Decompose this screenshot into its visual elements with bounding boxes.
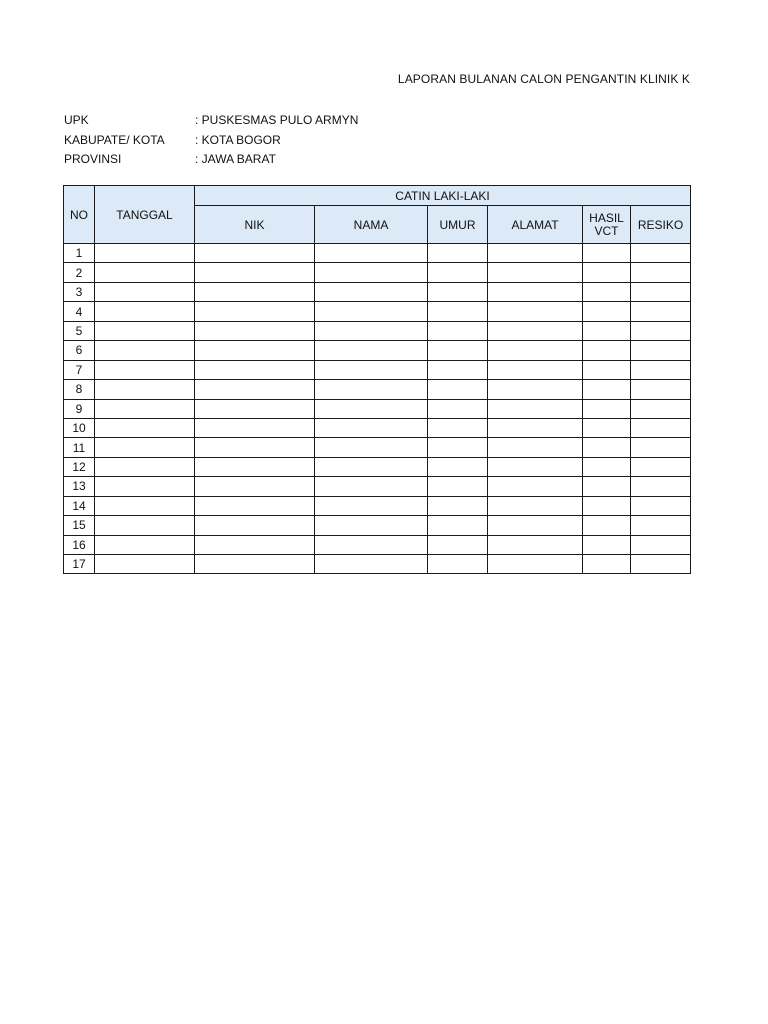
cell-no: 16: [64, 535, 95, 554]
cell-nik[interactable]: [195, 244, 315, 263]
cell-nik[interactable]: [195, 380, 315, 399]
cell-umur[interactable]: [428, 438, 488, 457]
cell-alamat[interactable]: [488, 380, 583, 399]
cell-hasil-vct[interactable]: [583, 477, 631, 496]
column-header-alamat: ALAMAT: [488, 206, 583, 244]
cell-umur[interactable]: [428, 282, 488, 301]
cell-tanggal[interactable]: [95, 457, 195, 476]
cell-tanggal[interactable]: [95, 380, 195, 399]
cell-nik[interactable]: [195, 438, 315, 457]
cell-nama[interactable]: [315, 535, 428, 554]
cell-umur[interactable]: [428, 321, 488, 340]
table-row: [64, 496, 691, 515]
cell-tanggal[interactable]: [95, 321, 195, 340]
cell-tanggal[interactable]: [95, 438, 195, 457]
cell-nama[interactable]: [315, 321, 428, 340]
cell-no: 10: [64, 418, 95, 437]
cell-nik[interactable]: [195, 341, 315, 360]
cell-nik[interactable]: [195, 321, 315, 340]
cell-umur[interactable]: [428, 496, 488, 515]
table-row: [64, 399, 691, 418]
cell-alamat[interactable]: [488, 496, 583, 515]
cell-resiko[interactable]: [631, 438, 691, 457]
cell-alamat[interactable]: [488, 457, 583, 476]
cell-no: 1: [64, 244, 95, 263]
cell-nik[interactable]: [195, 516, 315, 535]
cell-tanggal[interactable]: [95, 282, 195, 301]
report-table: [63, 185, 691, 574]
table-row: [64, 380, 691, 399]
table-row: [64, 438, 691, 457]
cell-tanggal[interactable]: [95, 555, 195, 574]
column-header-nama: NAMA: [315, 206, 428, 244]
cell-no: 13: [64, 477, 95, 496]
cell-nik[interactable]: [195, 263, 315, 282]
cell-resiko[interactable]: [631, 535, 691, 554]
cell-hasil-vct[interactable]: [583, 302, 631, 321]
cell-umur[interactable]: [428, 244, 488, 263]
cell-umur[interactable]: [428, 418, 488, 437]
cell-tanggal[interactable]: [95, 516, 195, 535]
cell-alamat[interactable]: [488, 341, 583, 360]
cell-tanggal[interactable]: [95, 418, 195, 437]
cell-hasil-vct[interactable]: [583, 263, 631, 282]
cell-nama[interactable]: [315, 438, 428, 457]
table-row: [64, 360, 691, 379]
info-row-upk: [64, 111, 358, 131]
table-row: [64, 477, 691, 496]
cell-alamat[interactable]: [488, 263, 583, 282]
cell-hasil-vct[interactable]: [583, 244, 631, 263]
cell-umur[interactable]: [428, 341, 488, 360]
cell-umur[interactable]: [428, 535, 488, 554]
report-info: [64, 111, 358, 170]
cell-resiko[interactable]: [631, 418, 691, 437]
table-row: [64, 535, 691, 554]
cell-no: 11: [64, 438, 95, 457]
cell-hasil-vct[interactable]: [583, 496, 631, 515]
cell-nik[interactable]: [195, 535, 315, 554]
cell-no: 8: [64, 380, 95, 399]
cell-no: 12: [64, 457, 95, 476]
cell-umur[interactable]: [428, 399, 488, 418]
cell-tanggal[interactable]: [95, 399, 195, 418]
cell-no: 9: [64, 399, 95, 418]
cell-nik[interactable]: [195, 457, 315, 476]
cell-nik[interactable]: [195, 282, 315, 301]
cell-resiko[interactable]: [631, 302, 691, 321]
cell-alamat[interactable]: [488, 302, 583, 321]
column-header-umur: UMUR: [428, 206, 488, 244]
cell-nama[interactable]: [315, 282, 428, 301]
table-row: [64, 555, 691, 574]
cell-resiko[interactable]: [631, 399, 691, 418]
table-row: [64, 282, 691, 301]
info-row-kabupaten: [64, 131, 358, 151]
info-value: : KOTA BOGOR: [195, 132, 281, 147]
cell-hasil-vct[interactable]: [583, 360, 631, 379]
column-header-nik: NIK: [195, 206, 315, 244]
cell-umur[interactable]: [428, 263, 488, 282]
cell-resiko[interactable]: [631, 321, 691, 340]
cell-umur[interactable]: [428, 302, 488, 321]
cell-umur[interactable]: [428, 380, 488, 399]
cell-hasil-vct[interactable]: [583, 282, 631, 301]
cell-resiko[interactable]: [631, 244, 691, 263]
cell-resiko[interactable]: [631, 341, 691, 360]
cell-hasil-vct[interactable]: [583, 380, 631, 399]
info-label: KABUPATE/ KOTA: [64, 132, 165, 147]
cell-nik[interactable]: [195, 418, 315, 437]
cell-umur[interactable]: [428, 360, 488, 379]
table-row: [64, 418, 691, 437]
cell-tanggal[interactable]: [95, 302, 195, 321]
cell-nik[interactable]: [195, 477, 315, 496]
cell-umur[interactable]: [428, 516, 488, 535]
cell-no: 5: [64, 321, 95, 340]
cell-tanggal[interactable]: [95, 535, 195, 554]
cell-nama[interactable]: [315, 341, 428, 360]
info-value: : JAWA BARAT: [195, 152, 276, 166]
cell-alamat[interactable]: [488, 399, 583, 418]
cell-hasil-vct[interactable]: [583, 555, 631, 574]
cell-alamat[interactable]: [488, 535, 583, 554]
info-label: PROVINSI: [64, 152, 122, 166]
table-row: [64, 516, 691, 535]
cell-resiko[interactable]: [631, 263, 691, 282]
cell-tanggal[interactable]: [95, 341, 195, 360]
cell-alamat[interactable]: [488, 244, 583, 263]
cell-tanggal[interactable]: [95, 263, 195, 282]
info-row-provinsi: [64, 150, 358, 170]
cell-hasil-vct[interactable]: [583, 438, 631, 457]
cell-resiko[interactable]: [631, 496, 691, 515]
cell-nama[interactable]: [315, 418, 428, 437]
cell-nama[interactable]: [315, 496, 428, 515]
cell-hasil-vct[interactable]: [583, 399, 631, 418]
table-body: [64, 244, 691, 574]
cell-hasil-vct[interactable]: [583, 418, 631, 437]
table-row: [64, 263, 691, 282]
cell-tanggal[interactable]: [95, 244, 195, 263]
cell-nik[interactable]: [195, 555, 315, 574]
cell-nik[interactable]: [195, 496, 315, 515]
cell-umur[interactable]: [428, 555, 488, 574]
cell-hasil-vct[interactable]: [583, 516, 631, 535]
cell-resiko[interactable]: [631, 477, 691, 496]
cell-no: 17: [64, 555, 95, 574]
table-row: [64, 244, 691, 263]
cell-nama[interactable]: [315, 516, 428, 535]
cell-nama[interactable]: [315, 263, 428, 282]
info-label: UPK: [64, 113, 89, 127]
cell-no: 7: [64, 360, 95, 379]
cell-resiko[interactable]: [631, 380, 691, 399]
cell-no: 14: [64, 496, 95, 515]
cell-no: 6: [64, 341, 95, 360]
cell-nama[interactable]: [315, 399, 428, 418]
cell-nama[interactable]: [315, 477, 428, 496]
cell-nik[interactable]: [195, 302, 315, 321]
cell-tanggal[interactable]: [95, 360, 195, 379]
table-row: [64, 457, 691, 476]
cell-hasil-vct[interactable]: [583, 341, 631, 360]
cell-nama[interactable]: [315, 380, 428, 399]
cell-nik[interactable]: [195, 360, 315, 379]
cell-alamat[interactable]: [488, 555, 583, 574]
column-header-tanggal: TANGGAL: [95, 186, 195, 244]
cell-resiko[interactable]: [631, 282, 691, 301]
cell-tanggal[interactable]: [95, 477, 195, 496]
cell-nama[interactable]: [315, 302, 428, 321]
cell-nik[interactable]: [195, 399, 315, 418]
table-row: [64, 321, 691, 340]
cell-no: 3: [64, 282, 95, 301]
cell-resiko[interactable]: [631, 555, 691, 574]
column-header-no: NO: [64, 186, 95, 244]
report-title: LAPORAN BULANAN CALON PENGANTIN KLINIK K: [397, 72, 690, 86]
cell-nama[interactable]: [315, 244, 428, 263]
column-header-hasil-vct: HASIL VCT: [583, 206, 631, 244]
cell-umur[interactable]: [428, 457, 488, 476]
cell-tanggal[interactable]: [95, 496, 195, 515]
cell-hasil-vct[interactable]: [583, 321, 631, 340]
table-row: [64, 302, 691, 321]
table-row: [64, 341, 691, 360]
cell-alamat[interactable]: [488, 438, 583, 457]
cell-no: 15: [64, 516, 95, 535]
column-group-header-catin: CATIN LAKI-LAKI: [195, 186, 691, 206]
column-header-resiko: RESIKO: [631, 206, 691, 244]
cell-umur[interactable]: [428, 477, 488, 496]
cell-hasil-vct[interactable]: [583, 535, 631, 554]
cell-resiko[interactable]: [631, 457, 691, 476]
cell-resiko[interactable]: [631, 516, 691, 535]
cell-hasil-vct[interactable]: [583, 457, 631, 476]
cell-nama[interactable]: [315, 457, 428, 476]
info-value: : PUSKESMAS PULO ARMYN: [195, 113, 359, 127]
cell-alamat[interactable]: [488, 321, 583, 340]
cell-resiko[interactable]: [631, 360, 691, 379]
cell-alamat[interactable]: [488, 282, 583, 301]
cell-nama[interactable]: [315, 555, 428, 574]
cell-no: 4: [64, 302, 95, 321]
cell-alamat[interactable]: [488, 516, 583, 535]
cell-no: 2: [64, 263, 95, 282]
cell-nama[interactable]: [315, 360, 428, 379]
cell-alamat[interactable]: [488, 360, 583, 379]
cell-alamat[interactable]: [488, 477, 583, 496]
cell-alamat[interactable]: [488, 418, 583, 437]
